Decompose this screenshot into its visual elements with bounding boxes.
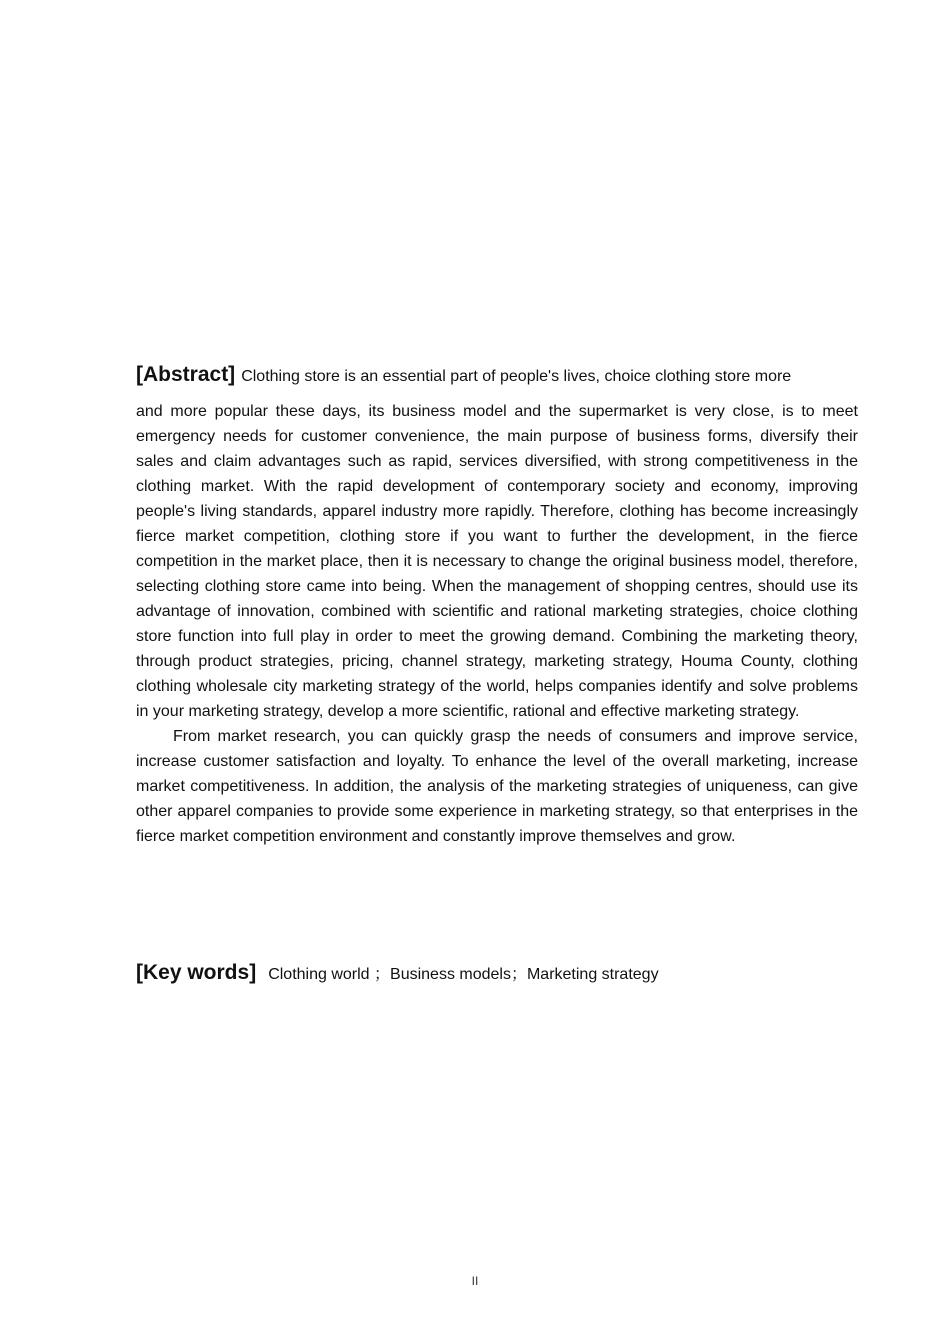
abstract-first-line-text: Clothing store is an essential part of people's lives, choice clothing store more (241, 368, 792, 385)
keywords-section (136, 960, 858, 987)
page-number: II (471, 1274, 479, 1288)
abstract-heading: [Abstract] (136, 363, 236, 386)
abstract-section (136, 362, 858, 849)
keywords-text: Clothing world ；Business models；Marketing strategy (268, 966, 659, 983)
keywords-heading: [Key words] (136, 961, 257, 984)
abstract-paragraph-1 (136, 362, 858, 724)
abstract-paragraph-1-body: and more popular these days, its business model and the supermarket is very close, is to meet emergency needs for customer convenience, the main purpose of business forms, diversify their sales and claim advantages such as rapid, services diversified, with strong competitiveness in the clothing market. With the rapid development of contemporary society and economy, improving people's living standards, apparel industry more rapidly. Therefore, clothing has become increasingly fierce market competition, clothing store if you want to further the development, in the fierce competition in the market place, then it is necessary to change the original business model, therefore, selecting clothing store came into being. When the management of shopping centres, should use its advantage of innovation, combined with scientific and rational marketing strategies, choice clothing store function into full play in order to meet the growing demand. Combining the marketing theory, through product strategies, pricing, channel strategy, marketing strategy, Houma County, clothing clothing wholesale city marketing strategy of the world, helps companies identify and solve problems in your marketing strategy, develop a more scientific, rational and effective marketing strategy. (136, 403, 858, 720)
abstract-paragraph-2: From market research, you can quickly grasp the needs of consumers and improve service, increase customer satisfaction and loyalty. To enhance the level of the overall marketing, increase market competitiveness. In addition, the analysis of the marketing strategies of uniqueness, can give other apparel companies to provide some experience in marketing strategy, so that enterprises in the fierce market competition environment and constantly improve themselves and grow. (136, 728, 858, 845)
abstract-first-line (136, 362, 858, 389)
